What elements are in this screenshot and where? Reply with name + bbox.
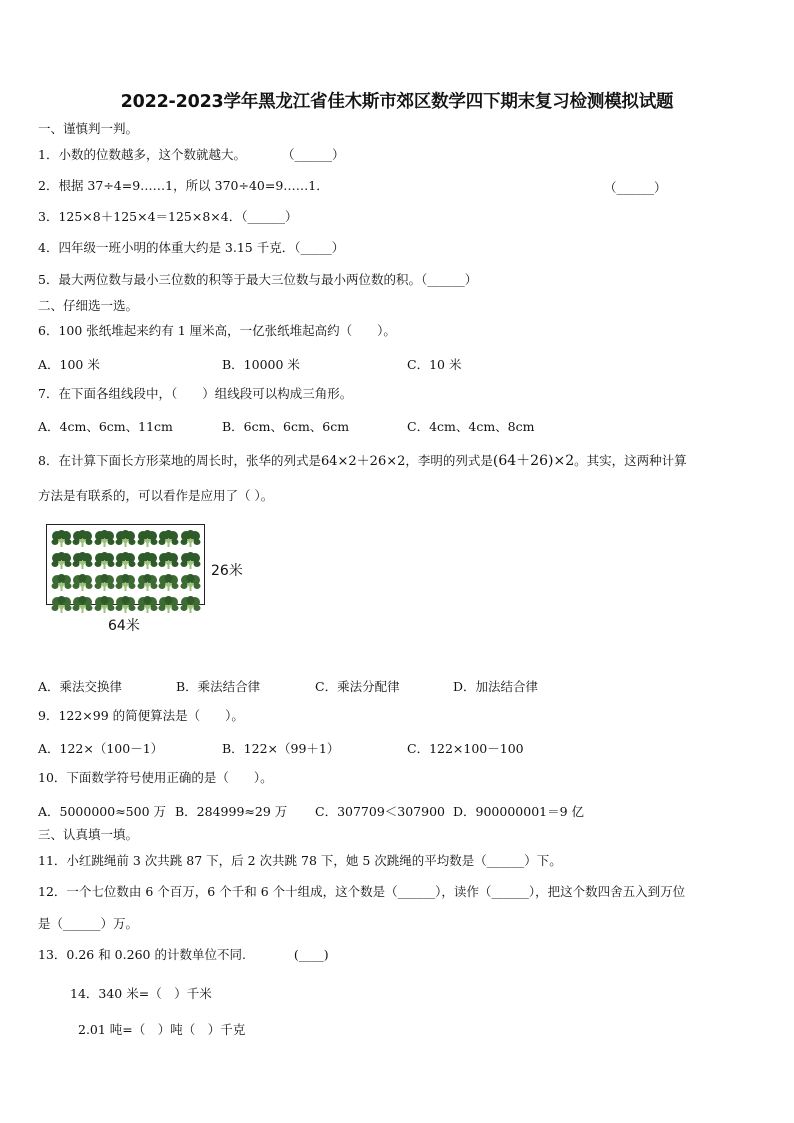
- vegetable-icon: [72, 596, 93, 618]
- question-1: [38, 147, 344, 163]
- question-2-text: 2．根据 37÷4=9……1，所以 370÷40=9……1．: [38, 178, 329, 193]
- question-12-line-2: 是（______）万。: [38, 916, 139, 931]
- vegetable-grid: [51, 530, 201, 602]
- question-6-option-c[interactable]: C．10 米: [407, 357, 462, 372]
- vegetable-icon: [137, 552, 158, 574]
- question-1-text: 1．小数的位数越多，这个数就越大。: [38, 147, 246, 162]
- question-8-text-c: 。其实，这两种计算: [574, 453, 687, 468]
- field-height-label: 26米: [211, 563, 243, 579]
- question-7-option-a[interactable]: A．4cm、6cm、11cm: [38, 419, 173, 434]
- vegetable-icon: [158, 552, 179, 574]
- question-13-text: 13．0.26 和 0.260 的计数单位不同.: [38, 947, 246, 962]
- question-8-text-b: ，李明的列式是: [405, 453, 493, 468]
- vegetable-icon: [115, 574, 136, 596]
- question-8-expression-liming: (64＋26)×2: [492, 453, 575, 469]
- question-13-blank[interactable]: (____): [293, 947, 329, 962]
- question-8-option-d[interactable]: D．加法结合律: [453, 679, 539, 694]
- vegetable-icon: [72, 530, 93, 552]
- vegetable-icon: [72, 552, 93, 574]
- vegetable-icon: [137, 596, 158, 618]
- question-13: [38, 947, 329, 963]
- question-8-option-b[interactable]: B．乘法结合律: [176, 679, 261, 694]
- question-8-expression-zhanghua: 64×2＋26×2: [320, 454, 406, 469]
- question-8-option-a[interactable]: A．乘法交换律: [38, 679, 123, 694]
- vegetable-icon: [158, 530, 179, 552]
- question-14-line-2: 2.01 吨=（ ）吨（ ）千克: [78, 1022, 246, 1037]
- question-8-line-2: 方法是有联系的，可以看作是应用了（ ）。: [38, 488, 274, 503]
- question-10-option-c[interactable]: C．307709＜307900: [315, 804, 445, 819]
- question-8-line-1: [38, 453, 687, 470]
- vegetable-icon: [51, 552, 72, 574]
- question-8-option-c[interactable]: C．乘法分配律: [315, 679, 400, 694]
- question-4: 4．四年级一班小明的体重大约是 3.15 千克．（_____）: [38, 240, 345, 255]
- section-1-heading: 一、谨慎判一判。: [38, 121, 139, 136]
- vegetable-icon: [72, 574, 93, 596]
- vegetable-icon: [51, 574, 72, 596]
- question-12-line-1: 12．一个七位数由 6 个百万，6 个千和 6 个十组成，这个数是（______），读作（______），把这个数四舍五入到万位: [38, 884, 686, 899]
- vegetable-icon: [180, 596, 201, 618]
- vegetable-icon: [137, 574, 158, 596]
- question-11: 11．小红跳绳前 3 次共跳 87 下，后 2 次共跳 78 下，她 5 次跳绳的平均数是（______）下。: [38, 853, 562, 868]
- question-10: 10．下面数学符号使用正确的是（ ）。: [38, 770, 273, 785]
- vegetable-field-figure: [46, 524, 205, 605]
- vegetable-icon: [94, 574, 115, 596]
- vegetable-icon: [115, 530, 136, 552]
- vegetable-icon: [180, 552, 201, 574]
- question-2-blank[interactable]: （______）: [604, 180, 667, 195]
- question-7: 7．在下面各组线段中，（ ）组线段可以构成三角形。: [38, 386, 353, 401]
- question-9-option-a[interactable]: A．122×（100－1）: [38, 741, 164, 756]
- question-10-option-a[interactable]: A．5000000≈500 万: [38, 804, 167, 819]
- vegetable-icon: [137, 530, 158, 552]
- question-6-option-b[interactable]: B．10000 米: [222, 357, 300, 372]
- vegetable-icon: [158, 574, 179, 596]
- vegetable-icon: [180, 530, 201, 552]
- section-3-heading: 三、认真填一填。: [38, 827, 139, 842]
- question-9-option-b[interactable]: B．122×（99＋1）: [222, 741, 340, 756]
- question-3: 3．125×8＋125×4＝125×8×4．（______）: [38, 209, 298, 224]
- question-10-option-d[interactable]: D．900000001＝9 亿: [453, 804, 585, 819]
- question-1-blank[interactable]: （______）: [281, 147, 345, 162]
- question-7-option-c[interactable]: C．4cm、4cm、8cm: [407, 419, 535, 434]
- field-width-label: 64米: [108, 618, 140, 634]
- vegetable-icon: [94, 530, 115, 552]
- vegetable-icon: [115, 552, 136, 574]
- question-6-option-a[interactable]: A．100 米: [38, 357, 100, 372]
- question-9: 9．122×99 的简便算法是（ ）。: [38, 708, 244, 723]
- question-14-line-1: 14．340 米=（ ）千米: [70, 986, 212, 1001]
- question-5: 5．最大两位数与最小三位数的积等于最大三位数与最小两位数的积。（______）: [38, 272, 478, 287]
- question-7-option-b[interactable]: B．6cm、6cm、6cm: [222, 419, 350, 434]
- vegetable-icon: [158, 596, 179, 618]
- vegetable-icon: [51, 596, 72, 618]
- question-9-option-c[interactable]: C．122×100－100: [407, 741, 524, 756]
- question-6: 6．100 张纸堆起来约有 1 厘米高，一亿张纸堆起高约（ ）。: [38, 323, 396, 338]
- section-2-heading: 二、仔细选一选。: [38, 298, 139, 313]
- question-10-option-b[interactable]: B．284999≈29 万: [175, 804, 288, 819]
- question-8-text-a: 8．在计算下面长方形菜地的周长时，张华的列式是: [38, 453, 321, 468]
- vegetable-icon: [180, 574, 201, 596]
- vegetable-icon: [94, 552, 115, 574]
- vegetable-icon: [51, 530, 72, 552]
- page-title: 2022-2023学年黑龙江省佳木斯市郊区数学四下期末复习检测模拟试题: [120, 92, 674, 112]
